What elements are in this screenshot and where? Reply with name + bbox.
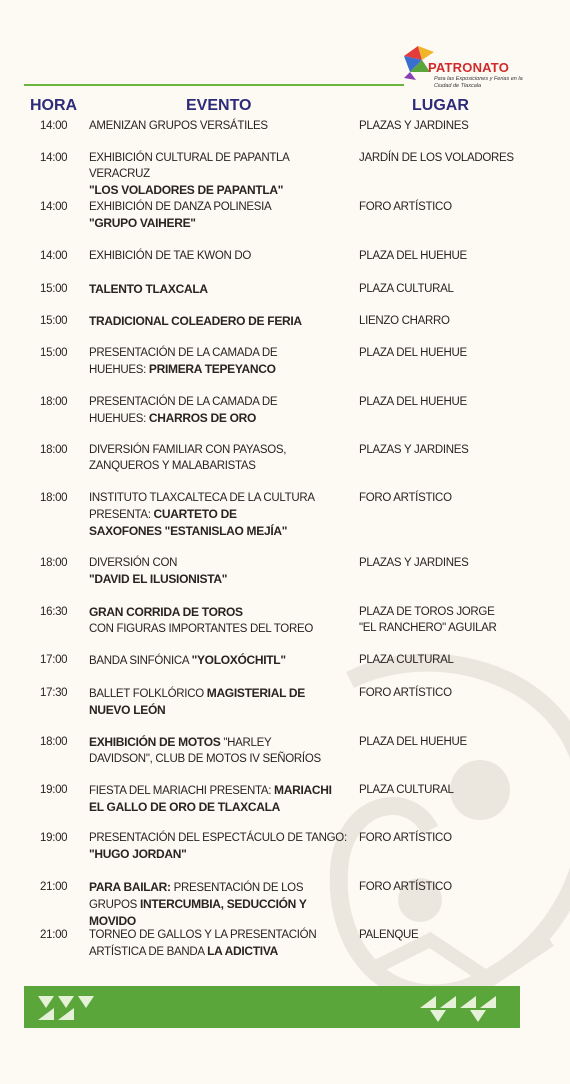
event-time: 14:00 bbox=[40, 120, 68, 132]
event-description bbox=[89, 248, 349, 264]
event-time: 18:00 bbox=[40, 396, 68, 408]
event-time: 18:00 bbox=[40, 492, 68, 504]
event-time: 16:30 bbox=[40, 606, 68, 618]
event-line: FIESTA DEL MARIACHI PRESENTA: MARIACHI bbox=[89, 783, 332, 797]
place-line: PLAZAS Y JARDINES bbox=[359, 120, 469, 132]
place-line: FORO ARTÍSTICO bbox=[359, 492, 452, 504]
event-line: CON FIGURAS IMPORTANTES DEL TOREO bbox=[89, 623, 313, 635]
event-description bbox=[89, 345, 349, 378]
event-place bbox=[359, 394, 559, 410]
event-line: TRADICIONAL COLEADERO DE FERIA bbox=[89, 314, 302, 328]
event-place bbox=[359, 281, 559, 297]
event-place bbox=[359, 345, 559, 361]
event-place bbox=[359, 490, 559, 506]
event-line: PRESENTACIÓN DE LA CAMADA DE bbox=[89, 347, 278, 359]
event-time: 19:00 bbox=[40, 832, 68, 844]
event-description bbox=[89, 555, 349, 588]
event-line: TALENTO TLAXCALA bbox=[89, 282, 208, 296]
event-line: PRESENTACIÓN DEL ESPECTÁCULO DE TANGO: bbox=[89, 832, 347, 844]
left-pattern-icon bbox=[34, 986, 114, 1028]
event-time: 18:00 bbox=[40, 736, 68, 748]
logo-name: PATRONATO bbox=[428, 60, 509, 75]
place-line: PLAZA CULTURAL bbox=[359, 654, 454, 666]
event-line: INSTITUTO TLAXCALTECA DE LA CULTURA bbox=[89, 492, 315, 504]
event-line: "LOS VOLADORES DE PAPANTLA" bbox=[89, 183, 284, 197]
event-place bbox=[359, 118, 559, 134]
header-divider bbox=[24, 84, 404, 86]
place-line: PLAZAS Y JARDINES bbox=[359, 444, 469, 456]
event-description bbox=[89, 490, 349, 540]
place-line: PLAZA DEL HUEHUE bbox=[359, 396, 467, 408]
place-line: FORO ARTÍSTICO bbox=[359, 687, 452, 699]
column-headers bbox=[0, 97, 570, 117]
event-description bbox=[89, 604, 349, 637]
event-description bbox=[89, 685, 349, 719]
event-line: EXHIBICIÓN CULTURAL DE PAPANTLA VERACRUZ bbox=[89, 152, 289, 180]
event-line: BALLET FOLKLÓRICO MAGISTERIAL DE bbox=[89, 686, 306, 700]
event-line: NUEVO LEÓN bbox=[89, 703, 166, 717]
event-line: PRESENTA: CUARTETO DE bbox=[89, 507, 237, 521]
event-description bbox=[89, 281, 349, 298]
event-line: ARTÍSTICA DE BANDA LA ADICTIVA bbox=[89, 944, 278, 958]
event-line: EXHIBICIÓN DE MOTOS "HARLEY bbox=[89, 735, 272, 749]
event-time: 18:00 bbox=[40, 444, 68, 456]
place-line: JARDÍN DE LOS VOLADORES bbox=[359, 152, 514, 164]
event-line: HUEHUES: CHARROS DE ORO bbox=[89, 411, 257, 425]
event-time: 17:00 bbox=[40, 654, 68, 666]
event-description bbox=[89, 442, 349, 474]
event-line: BANDA SINFÓNICA "YOLOXÓCHITL" bbox=[89, 653, 286, 667]
event-line: "GRUPO VAIHERE" bbox=[89, 216, 196, 230]
event-place bbox=[359, 685, 559, 701]
place-line: "EL RANCHERO" AGUILAR bbox=[359, 622, 497, 634]
event-place bbox=[359, 442, 559, 458]
place-line: FORO ARTÍSTICO bbox=[359, 832, 452, 844]
event-time: 15:00 bbox=[40, 315, 68, 327]
event-place bbox=[359, 782, 559, 798]
event-line: PARA BAILAR: PRESENTACIÓN DE LOS bbox=[89, 880, 304, 894]
event-line: EXHIBICIÓN DE DANZA POLINESIA bbox=[89, 201, 272, 213]
place-line: PLAZA DEL HUEHUE bbox=[359, 347, 467, 359]
event-place bbox=[359, 652, 559, 668]
event-time: 21:00 bbox=[40, 929, 68, 941]
event-description bbox=[89, 313, 349, 330]
place-line: PLAZA CULTURAL bbox=[359, 784, 454, 796]
event-line: PRESENTACIÓN DE LA CAMADA DE bbox=[89, 396, 278, 408]
event-place bbox=[359, 199, 559, 215]
event-line: EXHIBICIÓN DE TAE KWON DO bbox=[89, 250, 252, 262]
event-time: 14:00 bbox=[40, 201, 68, 213]
event-description bbox=[89, 830, 349, 863]
place-line: PALENQUE bbox=[359, 929, 419, 941]
footer-band bbox=[24, 986, 520, 1028]
event-line: AMENIZAN GRUPOS VERSÁTILES bbox=[89, 120, 268, 132]
right-pattern-icon bbox=[410, 986, 510, 1028]
place-line: LIENZO CHARRO bbox=[359, 315, 450, 327]
event-time: 19:00 bbox=[40, 784, 68, 796]
event-description bbox=[89, 734, 349, 767]
event-line: "HUGO JORDAN" bbox=[89, 847, 187, 861]
place-line: PLAZA DEL HUEHUE bbox=[359, 250, 467, 262]
event-description bbox=[89, 394, 349, 427]
event-line: DIVERSIÓN FAMILIAR CON PAYASOS, bbox=[89, 444, 287, 456]
event-place bbox=[359, 555, 559, 571]
event-line: EL GALLO DE ORO DE TLAXCALA bbox=[89, 800, 281, 814]
place-line: PLAZA DEL HUEHUE bbox=[359, 736, 467, 748]
event-line: DAVIDSON", CLUB DE MOTOS IV SEÑORÍOS bbox=[89, 753, 321, 765]
place-line: FORO ARTÍSTICO bbox=[359, 881, 452, 893]
event-place bbox=[359, 927, 559, 943]
event-line: GRUPOS INTERCUMBIA, SEDUCCIÓN Y MOVIDO bbox=[89, 897, 307, 928]
event-time: 14:00 bbox=[40, 152, 68, 164]
place-line: PLAZAS Y JARDINES bbox=[359, 557, 469, 569]
event-place bbox=[359, 313, 559, 329]
event-time: 18:00 bbox=[40, 557, 68, 569]
event-line: SAXOFONES "ESTANISLAO MEJÍA" bbox=[89, 524, 288, 538]
place-line: FORO ARTÍSTICO bbox=[359, 201, 452, 213]
place-line: PLAZA CULTURAL bbox=[359, 283, 454, 295]
event-place bbox=[359, 248, 559, 264]
event-line: TORNEO DE GALLOS Y LA PRESENTACIÓN bbox=[89, 929, 317, 941]
event-place bbox=[359, 879, 559, 895]
event-place bbox=[359, 604, 559, 636]
event-place bbox=[359, 734, 559, 750]
event-description bbox=[89, 782, 349, 816]
event-line: HUEHUES: PRIMERA TEPEYANCO bbox=[89, 362, 276, 376]
event-time: 21:00 bbox=[40, 881, 68, 893]
event-description bbox=[89, 927, 349, 960]
event-place bbox=[359, 830, 559, 846]
event-description bbox=[89, 118, 349, 134]
place-line: PLAZA DE TOROS JORGE bbox=[359, 606, 495, 618]
header-evento: EVENTO bbox=[186, 97, 252, 114]
event-line: "DAVID EL ILUSIONISTA" bbox=[89, 572, 228, 586]
logo-tagline: Para las Exposiciones y Ferias en la Ciudad de Tlaxcala bbox=[434, 76, 523, 89]
event-time: 15:00 bbox=[40, 347, 68, 359]
header-lugar: LUGAR bbox=[412, 97, 469, 114]
event-place bbox=[359, 150, 559, 166]
event-time: 14:00 bbox=[40, 250, 68, 262]
header-hora: HORA bbox=[30, 97, 78, 114]
event-line: ZANQUEROS Y MALABARISTAS bbox=[89, 460, 256, 472]
event-description bbox=[89, 199, 349, 232]
event-line: GRAN CORRIDA DE TOROS bbox=[89, 605, 243, 619]
event-description bbox=[89, 879, 349, 930]
event-line: DIVERSIÓN CON bbox=[89, 557, 178, 569]
event-description bbox=[89, 150, 349, 199]
event-description bbox=[89, 652, 349, 669]
event-time: 15:00 bbox=[40, 283, 68, 295]
event-time: 17:30 bbox=[40, 687, 68, 699]
patronato-logo bbox=[400, 42, 530, 102]
